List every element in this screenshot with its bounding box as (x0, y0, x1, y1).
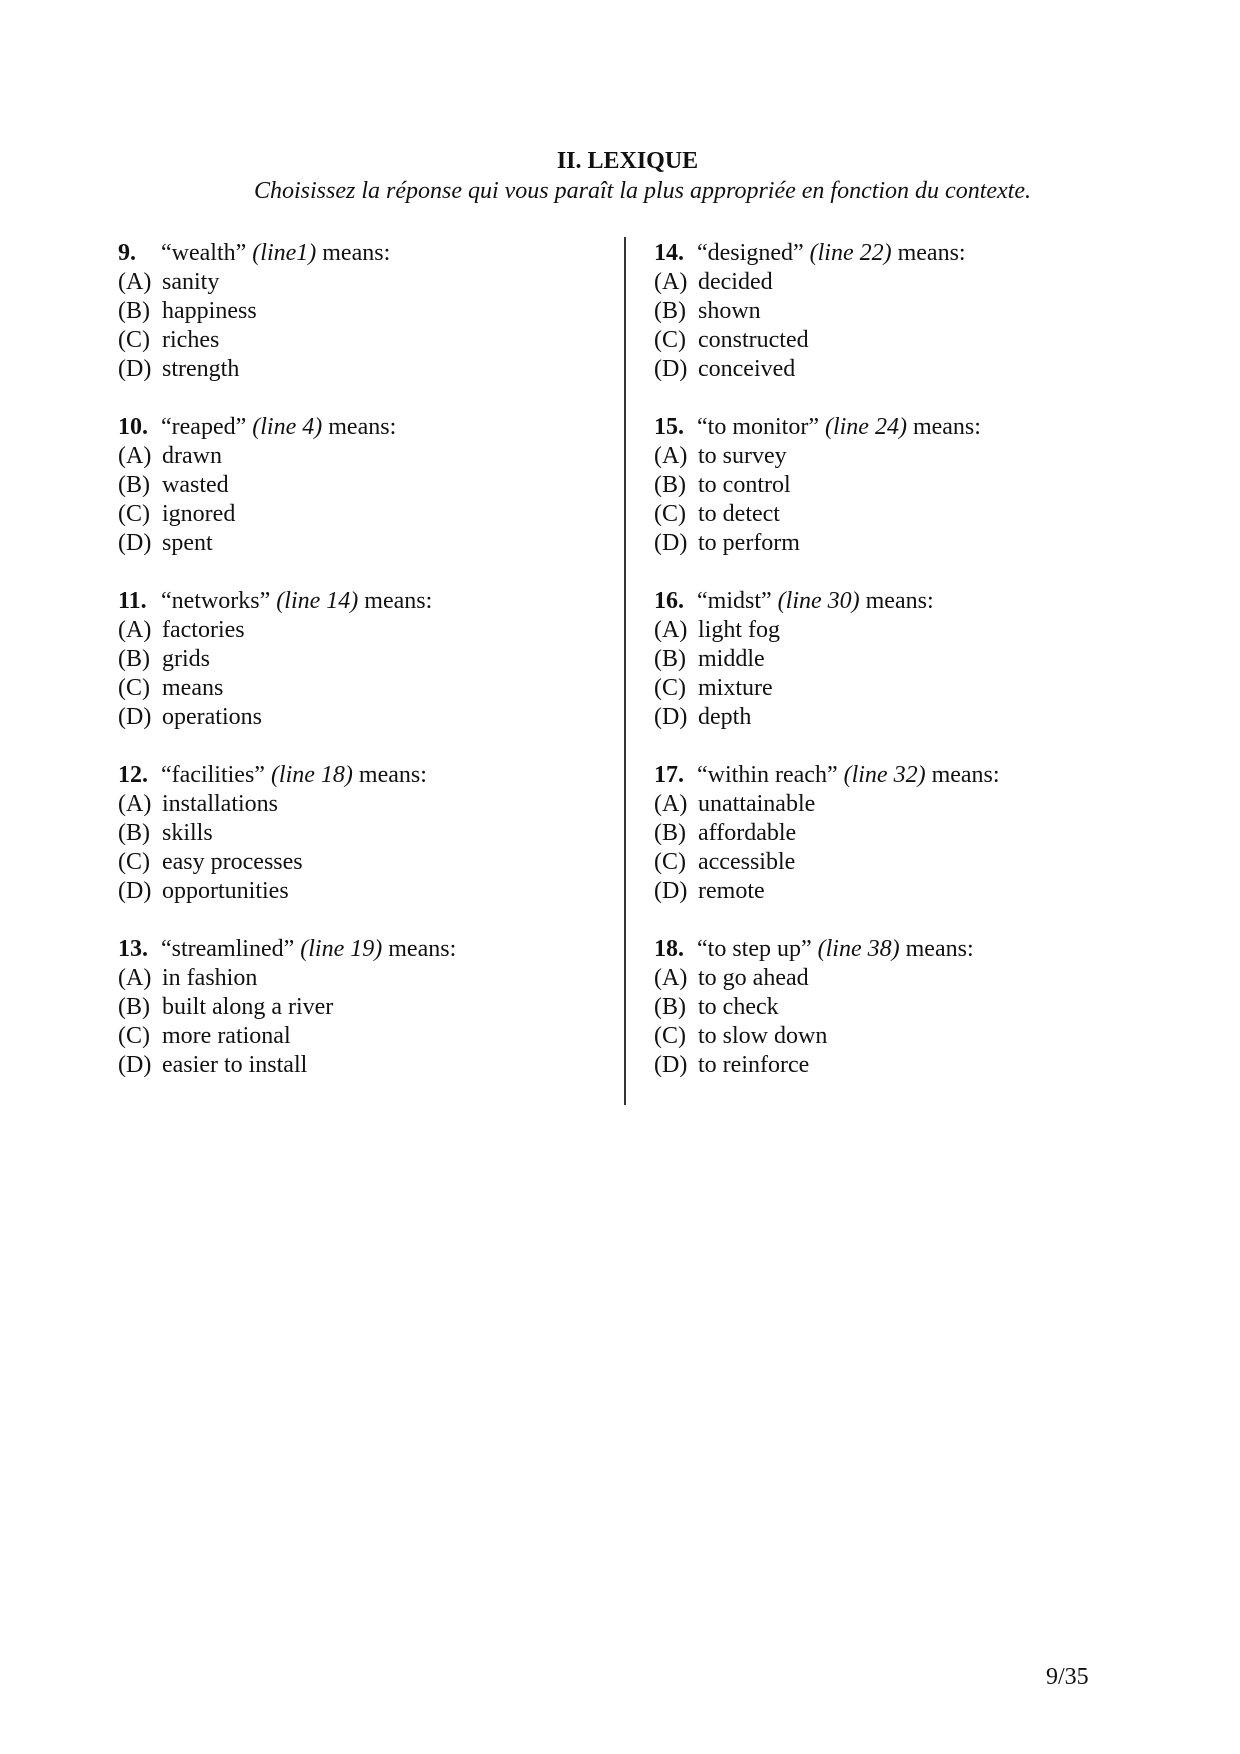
answer-option (118, 703, 598, 732)
option-letter: (A) (118, 791, 152, 817)
question-term: “wealth” (161, 240, 247, 266)
question-suffix: means: (865, 588, 934, 614)
option-letter: (B) (654, 472, 686, 498)
option-text: drawn (162, 443, 222, 469)
question-number: 15. (654, 414, 684, 440)
answer-option (118, 674, 598, 703)
answer-option (654, 500, 1134, 529)
option-letter: (C) (654, 327, 686, 353)
question-suffix: means: (364, 588, 433, 614)
question-item (118, 413, 598, 558)
question-item (654, 935, 1134, 1080)
answer-option (654, 297, 1134, 326)
question-term: “to step up” (697, 936, 812, 962)
answer-option (654, 790, 1134, 819)
option-letter: (A) (654, 965, 688, 991)
option-letter: (B) (118, 820, 150, 846)
question-stem (118, 413, 598, 442)
answer-option (654, 674, 1134, 703)
option-letter: (B) (118, 646, 150, 672)
answer-option (118, 819, 598, 848)
question-item (654, 761, 1134, 906)
line-reference: (line 4) (252, 414, 323, 440)
option-text: built along a river (162, 994, 334, 1020)
question-item (118, 761, 598, 906)
option-letter: (A) (654, 617, 688, 643)
option-text: riches (162, 327, 220, 353)
answer-option (118, 297, 598, 326)
question-item (654, 239, 1134, 384)
column-divider (624, 237, 626, 1105)
question-number: 18. (654, 936, 684, 962)
answer-option (654, 268, 1134, 297)
question-stem (654, 413, 1134, 442)
question-stem (118, 239, 598, 268)
option-text: to reinforce (698, 1052, 810, 1078)
answer-option (118, 964, 598, 993)
left-question-column (118, 239, 598, 1109)
question-item (118, 935, 598, 1080)
option-text: skills (162, 820, 213, 846)
option-letter: (C) (118, 849, 150, 875)
question-suffix: means: (328, 414, 397, 440)
option-text: conceived (698, 356, 796, 382)
option-letter: (C) (118, 675, 150, 701)
question-number: 17. (654, 762, 684, 788)
answer-option (118, 529, 598, 558)
option-letter: (D) (654, 530, 688, 556)
right-question-column (654, 239, 1134, 1109)
option-letter: (B) (654, 646, 686, 672)
option-text: constructed (698, 327, 809, 353)
option-text: wasted (162, 472, 229, 498)
section-instruction: Choisissez la réponse qui vous paraît la plus appropriée en fonction du contexte. (253, 178, 1032, 204)
question-stem (118, 935, 598, 964)
option-text: shown (698, 298, 761, 324)
answer-option (654, 326, 1134, 355)
line-reference: (line 32) (843, 762, 926, 788)
answer-option (654, 616, 1134, 645)
question-term: “streamlined” (161, 936, 295, 962)
option-text: grids (162, 646, 210, 672)
question-suffix: means: (322, 240, 391, 266)
line-reference: (line 22) (809, 240, 892, 266)
option-text: operations (162, 704, 262, 730)
option-text: means (162, 675, 224, 701)
question-term: “facilities” (161, 762, 265, 788)
question-number: 10. (118, 414, 148, 440)
question-item (654, 587, 1134, 732)
option-text: remote (698, 878, 765, 904)
question-term: “reaped” (161, 414, 247, 440)
option-letter: (D) (118, 530, 152, 556)
answer-option (118, 500, 598, 529)
answer-option (654, 442, 1134, 471)
question-number: 14. (654, 240, 684, 266)
option-letter: (D) (654, 878, 688, 904)
answer-option (118, 268, 598, 297)
option-text: easy processes (162, 849, 303, 875)
answer-option (118, 790, 598, 819)
section-title: II. LEXIQUE (556, 148, 699, 174)
answer-option (654, 1022, 1134, 1051)
question-stem (654, 239, 1134, 268)
question-term: “networks” (161, 588, 271, 614)
answer-option (654, 645, 1134, 674)
option-letter: (D) (118, 1052, 152, 1078)
option-text: to perform (698, 530, 800, 556)
option-text: happiness (162, 298, 257, 324)
option-letter: (B) (654, 820, 686, 846)
question-number: 9. (118, 240, 136, 266)
option-letter: (B) (118, 472, 150, 498)
question-number: 16. (654, 588, 684, 614)
question-number: 13. (118, 936, 148, 962)
answer-option (654, 1051, 1134, 1080)
question-suffix: means: (912, 414, 981, 440)
option-text: in fashion (162, 965, 258, 991)
option-text: middle (698, 646, 765, 672)
answer-option (118, 471, 598, 500)
answer-option (654, 471, 1134, 500)
answer-option (118, 616, 598, 645)
answer-option (118, 645, 598, 674)
option-text: factories (162, 617, 245, 643)
option-letter: (C) (654, 675, 686, 701)
line-reference: (line 38) (817, 936, 900, 962)
answer-option (118, 1051, 598, 1080)
option-letter: (A) (654, 443, 688, 469)
answer-option (654, 703, 1134, 732)
option-text: unattainable (698, 791, 816, 817)
option-text: to control (698, 472, 791, 498)
option-letter: (C) (118, 501, 150, 527)
line-reference: (line 14) (276, 588, 359, 614)
question-stem (654, 935, 1134, 964)
answer-option (118, 993, 598, 1022)
option-text: ignored (162, 501, 236, 527)
option-letter: (B) (118, 994, 150, 1020)
answer-option (654, 355, 1134, 384)
question-suffix: means: (931, 762, 1000, 788)
answer-option (654, 964, 1134, 993)
question-suffix: means: (897, 240, 966, 266)
question-stem (118, 761, 598, 790)
section-header (0, 146, 1240, 206)
question-term: “designed” (697, 240, 804, 266)
option-letter: (D) (118, 704, 152, 730)
answer-option (654, 848, 1134, 877)
answer-option (654, 993, 1134, 1022)
question-suffix: means: (388, 936, 457, 962)
option-text: strength (162, 356, 240, 382)
question-suffix: means: (358, 762, 427, 788)
option-letter: (D) (654, 1052, 688, 1078)
option-letter: (B) (654, 994, 686, 1020)
option-letter: (C) (118, 1023, 150, 1049)
option-text: light fog (698, 617, 780, 643)
option-letter: (A) (654, 791, 688, 817)
option-text: to slow down (698, 1023, 828, 1049)
option-text: easier to install (162, 1052, 308, 1078)
answer-option (654, 819, 1134, 848)
option-letter: (D) (118, 878, 152, 904)
option-letter: (A) (118, 269, 152, 295)
line-reference: (line1) (252, 240, 317, 266)
question-item (118, 587, 598, 732)
option-text: opportunities (162, 878, 289, 904)
question-term: “within reach” (697, 762, 838, 788)
option-letter: (B) (118, 298, 150, 324)
option-text: mixture (698, 675, 773, 701)
option-letter: (D) (654, 356, 688, 382)
line-reference: (line 30) (777, 588, 860, 614)
page-number: 9/35 (1046, 1664, 1089, 1690)
option-text: to survey (698, 443, 787, 469)
line-reference: (line 24) (824, 414, 907, 440)
option-text: depth (698, 704, 752, 730)
answer-option (118, 326, 598, 355)
question-term: “midst” (697, 588, 772, 614)
answer-option (118, 442, 598, 471)
question-suffix: means: (905, 936, 974, 962)
question-term: “to monitor” (697, 414, 819, 440)
option-letter: (A) (654, 269, 688, 295)
option-letter: (C) (654, 501, 686, 527)
option-letter: (C) (654, 849, 686, 875)
line-reference: (line 19) (300, 936, 383, 962)
option-letter: (A) (118, 965, 152, 991)
answer-option (118, 877, 598, 906)
option-text: accessible (698, 849, 796, 875)
answer-option (118, 1022, 598, 1051)
option-letter: (A) (118, 617, 152, 643)
answer-option (654, 877, 1134, 906)
question-stem (654, 761, 1134, 790)
option-letter: (B) (654, 298, 686, 324)
option-text: more rational (162, 1023, 291, 1049)
answer-option (118, 355, 598, 384)
question-number: 12. (118, 762, 148, 788)
option-text: sanity (162, 269, 220, 295)
option-text: installations (162, 791, 278, 817)
question-item (118, 239, 598, 384)
answer-option (654, 529, 1134, 558)
option-text: affordable (698, 820, 797, 846)
option-text: decided (698, 269, 773, 295)
question-stem (654, 587, 1134, 616)
question-stem (118, 587, 598, 616)
option-letter: (D) (654, 704, 688, 730)
option-text: spent (162, 530, 213, 556)
option-text: to go ahead (698, 965, 809, 991)
question-number: 11. (118, 588, 147, 614)
option-letter: (C) (118, 327, 150, 353)
option-letter: (A) (118, 443, 152, 469)
answer-option (118, 848, 598, 877)
option-text: to check (698, 994, 779, 1020)
line-reference: (line 18) (270, 762, 353, 788)
option-letter: (D) (118, 356, 152, 382)
question-item (654, 413, 1134, 558)
option-text: to detect (698, 501, 780, 527)
option-letter: (C) (654, 1023, 686, 1049)
